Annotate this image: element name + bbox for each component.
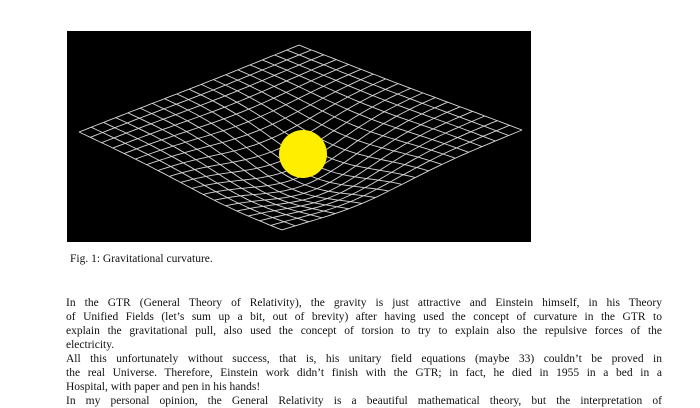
paragraph-line: electricity.	[66, 339, 115, 351]
grid-line	[275, 55, 496, 141]
spacetime-grid	[67, 31, 531, 242]
paragraph-line: explain the gravitational pull, also used the concept of torsion to try to explain also the repulsive forces of the	[66, 325, 662, 337]
paragraph-2	[66, 352, 662, 394]
paragraph-1	[66, 296, 662, 352]
grid-line	[287, 50, 509, 135]
grid-line	[103, 122, 308, 221]
gravitational-curvature-figure	[67, 31, 531, 242]
paragraph-line: the real Universe. Therefore, Einstein work didn’t finish with the GTR; in fact, he died in 1955 in a bed in a	[66, 367, 662, 379]
paragraph-line: of Unified Fields (let’s sum up a bit, out of brevity) after having used the concept of curvature in the GTR to	[66, 311, 662, 323]
grid-line	[165, 99, 376, 198]
paragraph-3	[66, 394, 662, 408]
grid-line	[91, 127, 295, 226]
grid-line	[299, 45, 522, 130]
paragraph-line: All this unfortunately without success, that is, his unitary field equations (maybe 33) couldn’t be proved in	[66, 353, 662, 365]
yellow-sphere	[279, 130, 327, 178]
paragraph-line: In the GTR (General Theory of Relativity), the gravity is just attractive and Einstein himself, in his Theory	[66, 297, 662, 309]
grid-line	[90, 50, 311, 137]
grid-line	[214, 102, 447, 200]
paragraph-line: In my personal opinion, the General Relativity is a beautiful mathematical theory, but the interpretation of	[66, 395, 662, 407]
grid-line	[135, 69, 361, 159]
paragraph-line: Hospital, with paper and pen in his hands!	[66, 381, 261, 393]
figure-caption: Fig. 1: Gravitational curvature.	[70, 253, 213, 265]
grid-line	[79, 45, 299, 132]
